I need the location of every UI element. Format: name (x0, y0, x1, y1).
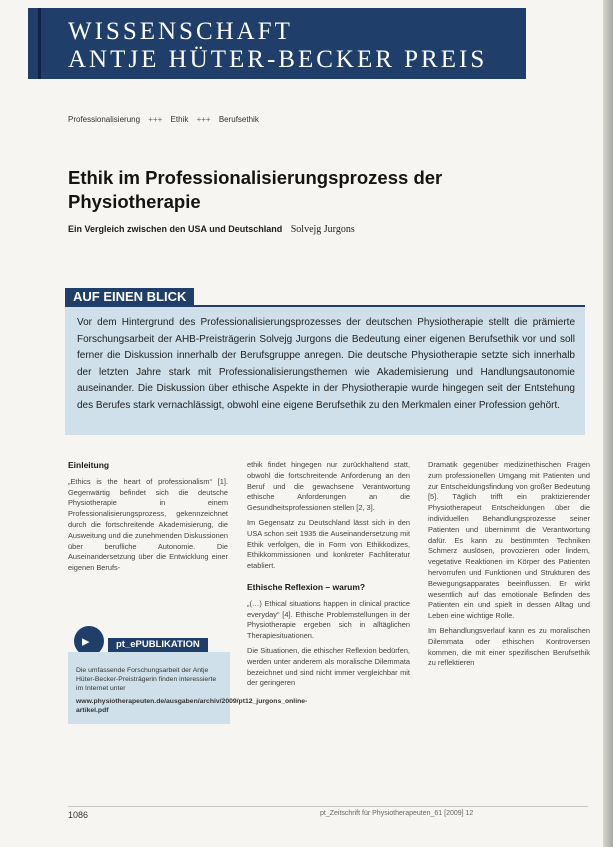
breadcrumb-separator: +++ (196, 115, 211, 124)
column-2 (247, 460, 410, 693)
column-1 (68, 460, 228, 578)
banner-accent (38, 8, 41, 79)
journal-info: pt_Zeitschrift für Physiotherapeuten_61 [2009] 12 (320, 810, 474, 817)
paragraph: Die Situationen, die ethischer Reflexion bedürfen, werden unter anderem als moralische Dilemmata bezeichnet und sind nicht immer vergleichbar mit der geringeren (247, 645, 410, 688)
paragraph: ethik findet hingegen nur zurückhaltend statt, obwohl die fortschreitende Anforderung an den Beruf und die gewachsene Verantwortung ethische Anforderungen an die Gesundheitsprofessionen stellen [2, 3]. (247, 460, 410, 513)
summary-text: Vor dem Hintergrund des Professionalisierungsprozesses der deutschen Physiotherapie stellt die prämierte Forschungsarbeit der AHB-Preisträgerin Solvejg Jurgons die Bedeutung einer eigenen Berufsethik vor und soll ferner die Diskussion innerhalb der Berufsgruppe anregen. Die deutsche Physiotherapie setzte sich innerhalb der letzten Jahre stark mit Professionalisierungsthemen wie Akademisierung und Handlungsautonomie auseinander. Die Diskussion über ethische Aspekte in der Physiotherapie wurde hingegen seit der Entstehung des Berufes stark vernachlässigt, obwohl eine eigene Berufsethik zu den Merkmalen einer Profession gehört. (77, 317, 575, 411)
paragraph: Im Behandlungsverlauf kann es zu moralischen Dilemmata oder ethischen Kontroversen kommen, die mit einer spezifischen Berufsethik zu reflektieren (428, 625, 590, 668)
breadcrumb (68, 115, 265, 124)
paragraph: Im Gegensatz zu Deutschland lässt sich in den USA schon seit 1935 die Auseinandersetzung mit Ethik verfolgen, die in Form von Ethikkodizes, Ethikkommissionen und konkreter Fachliteratur etabliert. (247, 517, 410, 571)
epublication-content (68, 652, 308, 724)
breadcrumb-item: Berufsethik (218, 115, 259, 124)
banner-line-1: WISSENSCHAFT (68, 18, 293, 45)
article-subtitle (68, 224, 355, 235)
subtitle-text: Ein Vergleich zwischen den USA und Deutschland (68, 224, 283, 234)
summary-label: AUF EINEN BLICK (65, 288, 194, 306)
epublication-box (68, 626, 308, 724)
page-number: 1086 (68, 810, 89, 820)
epublication-url[interactable]: www.physiotherapeuten.de/ausgaben/archiv/2009/pt12_jurgons_online-artikel.pdf (76, 698, 308, 714)
epublication-text (76, 658, 308, 715)
paragraph: Dramatik gegenüber medizinethischen Fragen zum professionellen Umgang mit Patienten und zur Entscheidungsfindung von großer Bedeutung [5]. Täglich trifft ein praktizierender Physiotherapeut Entscheidungen über die individuellen Behandlungsprozesse seiner Patienten und übernimmt die Verantwortung dafür. Es kann zu bestimmten Techniken Schmerz auslösen, provozieren oder lindern, vegetative Reaktionen im Körper des Patienten hervorrufen und Funktionen und Strukturen des Bewegungsapparates beeinflussen. Er wirkt wesentlich auf das emotionale Befinden des Patienten ein und spielt in dessen Alltag und Leben eine wichtige Rolle. (428, 460, 590, 621)
epublication-icon: ▸ (74, 626, 104, 656)
author-name: Solvejg Jurgons (290, 224, 355, 235)
epublication-description: Die umfassende Forschungsarbeit der Antje Hüter-Becker-Preisträgerin finden interessierte im Internet unter (76, 667, 217, 692)
section-banner (28, 8, 526, 79)
section-heading: Ethische Reflexion – warum? (247, 581, 366, 592)
column-3 (428, 460, 590, 673)
summary-box (65, 305, 585, 435)
breadcrumb-item: Professionalisierung (68, 115, 141, 124)
footer-divider (68, 806, 588, 807)
banner-line-2: ANTJE HÜTER-BECKER PREIS (68, 46, 488, 73)
paragraph: „(…) Ethical situations happen in clinical practice everyday“ [4]. Ethische Problemstellungen in der Physiotherapie ergeben sich in alltäglichen Therapiesituationen. (247, 598, 410, 641)
breadcrumb-item: Ethik (170, 115, 189, 124)
section-heading: Einleitung (68, 460, 110, 470)
article-title: Ethik im Professionalisierungsprozess der Physiotherapie (68, 167, 443, 212)
paragraph: „Ethics is the heart of professionalism“ [1]. Gegenwärtig befindet sich die deutsche Physiotherapie in einem Professionalisierungsprozess, gekennzeichnet durch die fortschreitende Akademisierung, die Ausweitung und die zunehmenden Diskussionen über berufliche Autonomie. Die Auseinandersetzung über die Entwicklung einer eigenen Berufs- (68, 476, 228, 573)
breadcrumb-separator: +++ (148, 115, 163, 124)
scan-edge (603, 0, 613, 847)
epublication-label: pt_ePUBLIKATION (108, 638, 208, 652)
